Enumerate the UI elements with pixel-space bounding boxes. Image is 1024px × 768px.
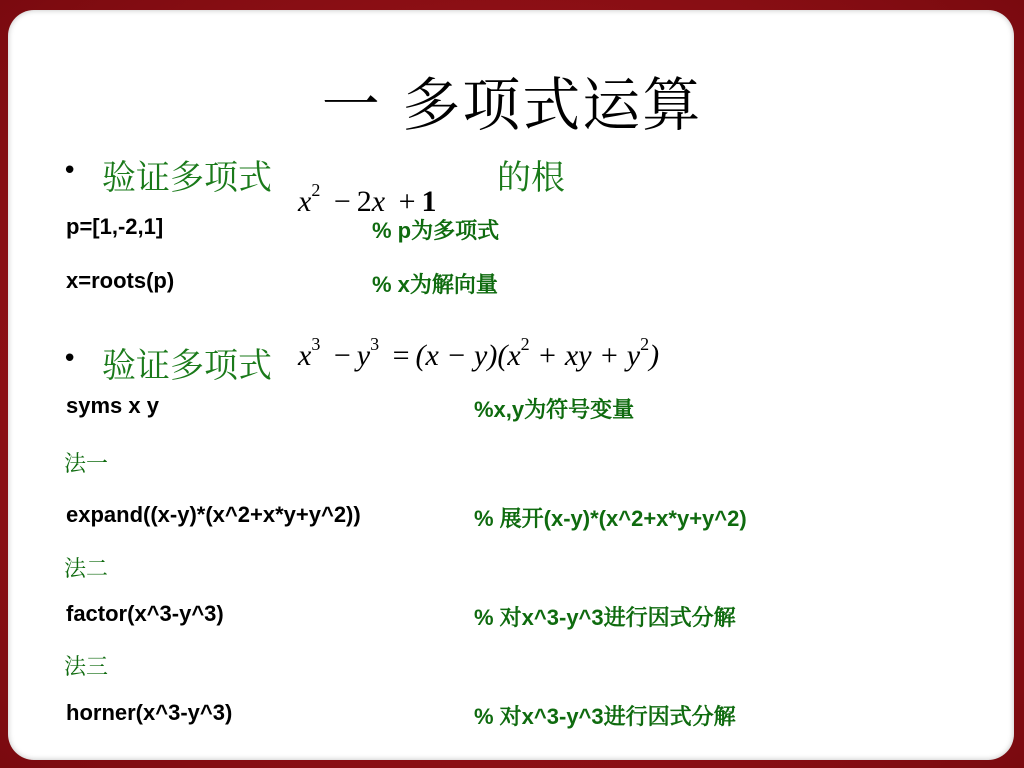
- method-1-label: 法一: [64, 452, 109, 477]
- bullet-dot-1: •: [62, 156, 78, 186]
- comment-line-expand: % 展开(x-y)*(x^2+x*y+y^2): [474, 506, 747, 531]
- bullet-2-text: 验证多项式: [102, 346, 272, 386]
- formula-identity: $x^3 - y^3 = (x - y)(x^2$ + xy + $y^2$): [298, 334, 660, 372]
- code-line-expand: expand((x-y)*(x^2+x*y+y^2)): [66, 502, 361, 527]
- code-line-p: p=[1,-2,1]: [66, 214, 164, 239]
- bullet-1-text-a: 验证多项式: [102, 158, 272, 198]
- code-line-horner: horner(x^3-y^3): [66, 700, 233, 725]
- formula-polynomial-1: $x^2 - 2x + 1$: [298, 180, 437, 218]
- code-line-syms: syms x y: [66, 393, 159, 418]
- comment-line-horner: % 对x^3-y^3进行因式分解: [474, 704, 736, 729]
- bullet-dot-2: •: [62, 344, 78, 374]
- bullet-1-text-b: 的根: [497, 158, 565, 198]
- comment-line-syms: %x,y为符号变量: [474, 397, 635, 422]
- code-line-roots: x=roots(p): [66, 268, 175, 293]
- comment-line-roots: % x为解向量: [372, 272, 498, 297]
- comment-line-factor: % 对x^3-y^3进行因式分解: [474, 605, 736, 630]
- method-2-label: 法二: [64, 557, 109, 582]
- comment-line-p: % p为多项式: [372, 218, 500, 243]
- code-line-factor: factor(x^3-y^3): [66, 601, 224, 626]
- slide-title: 一 多项式运算: [321, 71, 703, 139]
- method-3-label: 法三: [64, 655, 109, 680]
